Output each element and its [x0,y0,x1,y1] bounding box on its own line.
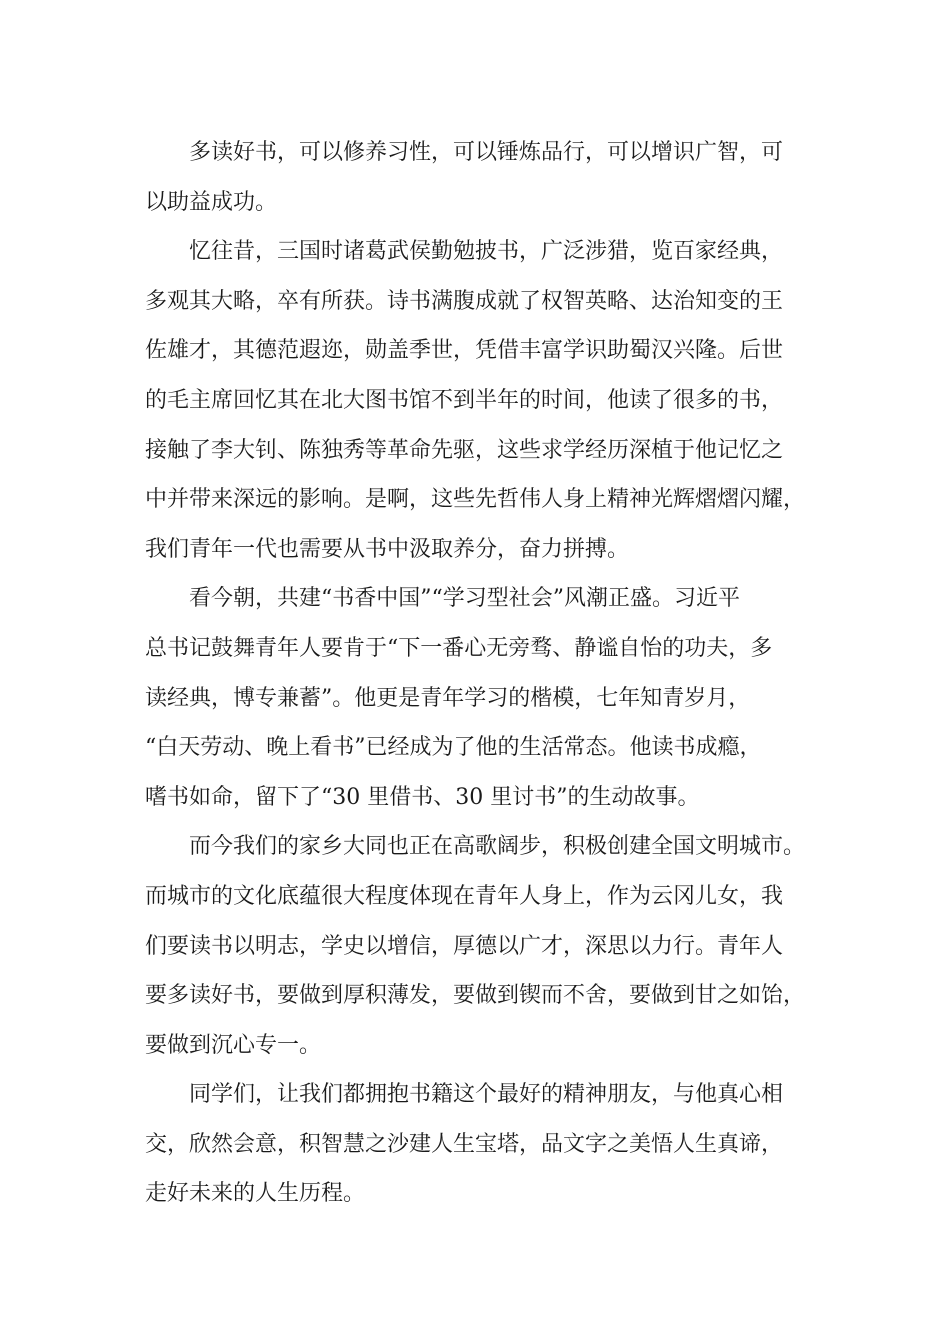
paragraph-1 [145,128,835,227]
document-body [145,128,835,1219]
text-line: 我们青年一代也需要从书中汲取养分，奋力拼搏。 [145,536,630,562]
text-line: “白天劳动、晚上看书”已经成为了他的生活常态。他读书成瘾， [145,735,762,761]
paragraph-5 [145,1070,835,1219]
text-line: 而城市的文化底蕴很大程度体现在青年人身上，作为云冈儿女，我 [145,883,784,909]
text-line: 看今朝，共建“书香中国”“学习型社会”风潮正盛。习近平 [189,586,740,612]
text-line: 多读好书，可以修养习性，可以锤炼品行，可以增识广智，可 [189,140,784,165]
text-line: 多观其大略，卒有所获。诗书满腹成就了权智英略、达治知变的王 [145,288,784,314]
text-line: 佐雄才，其德范遐迩，勋盖季世，凭借丰富学识助蜀汉兴隆。后世 [145,338,784,364]
text-line: 嗜书如命，留下了“30 里借书、30 里讨书”的生动故事。 [145,784,700,810]
text-line: 要做到沉心专一。 [145,1032,322,1058]
text-line: 要多读好书，要做到厚积薄发，要做到锲而不舍，要做到甘之如饴， [145,983,806,1009]
text-line: 忆往昔，三国时诸葛武侯勤勉披书，广泛涉猎，览百家经典， [189,239,784,265]
text-line: 总书记鼓舞青年人要肯于“下一番心无旁骛、静谧自怡的功夫，多 [145,635,773,661]
paragraph-2 [145,227,835,574]
paragraph-4 [145,822,835,1070]
text-line: 同学们，让我们都拥抱书籍这个最好的精神朋友，与他真心相 [189,1082,784,1108]
text-line: 们要读书以明志，学史以增信，厚德以广才，深思以力行。青年人 [145,933,784,959]
text-line: 以助益成功。 [145,189,278,215]
text-line: 的毛主席回忆其在北大图书馆不到半年的时间，他读了很多的书， [145,387,784,413]
text-line: 中并带来深远的影响。是啊，这些先哲伟人身上精神光辉熠熠闪耀， [145,487,806,513]
text-line: 接触了李大钊、陈独秀等革命先驱，这些求学经历深植于他记忆之 [145,437,784,463]
paragraph-3 [145,574,835,822]
text-line: 走好未来的人生历程。 [145,1181,366,1207]
text-line: 而今我们的家乡大同也正在高歌阔步，积极创建全国文明城市。 [189,834,806,860]
text-line: 读经典，博专兼蓄”。他更是青年学习的楷模，七年知青岁月， [145,685,751,711]
text-line: 交，欣然会意，积智慧之沙建人生宝塔，品文字之美悟人生真谛， [145,1131,784,1157]
